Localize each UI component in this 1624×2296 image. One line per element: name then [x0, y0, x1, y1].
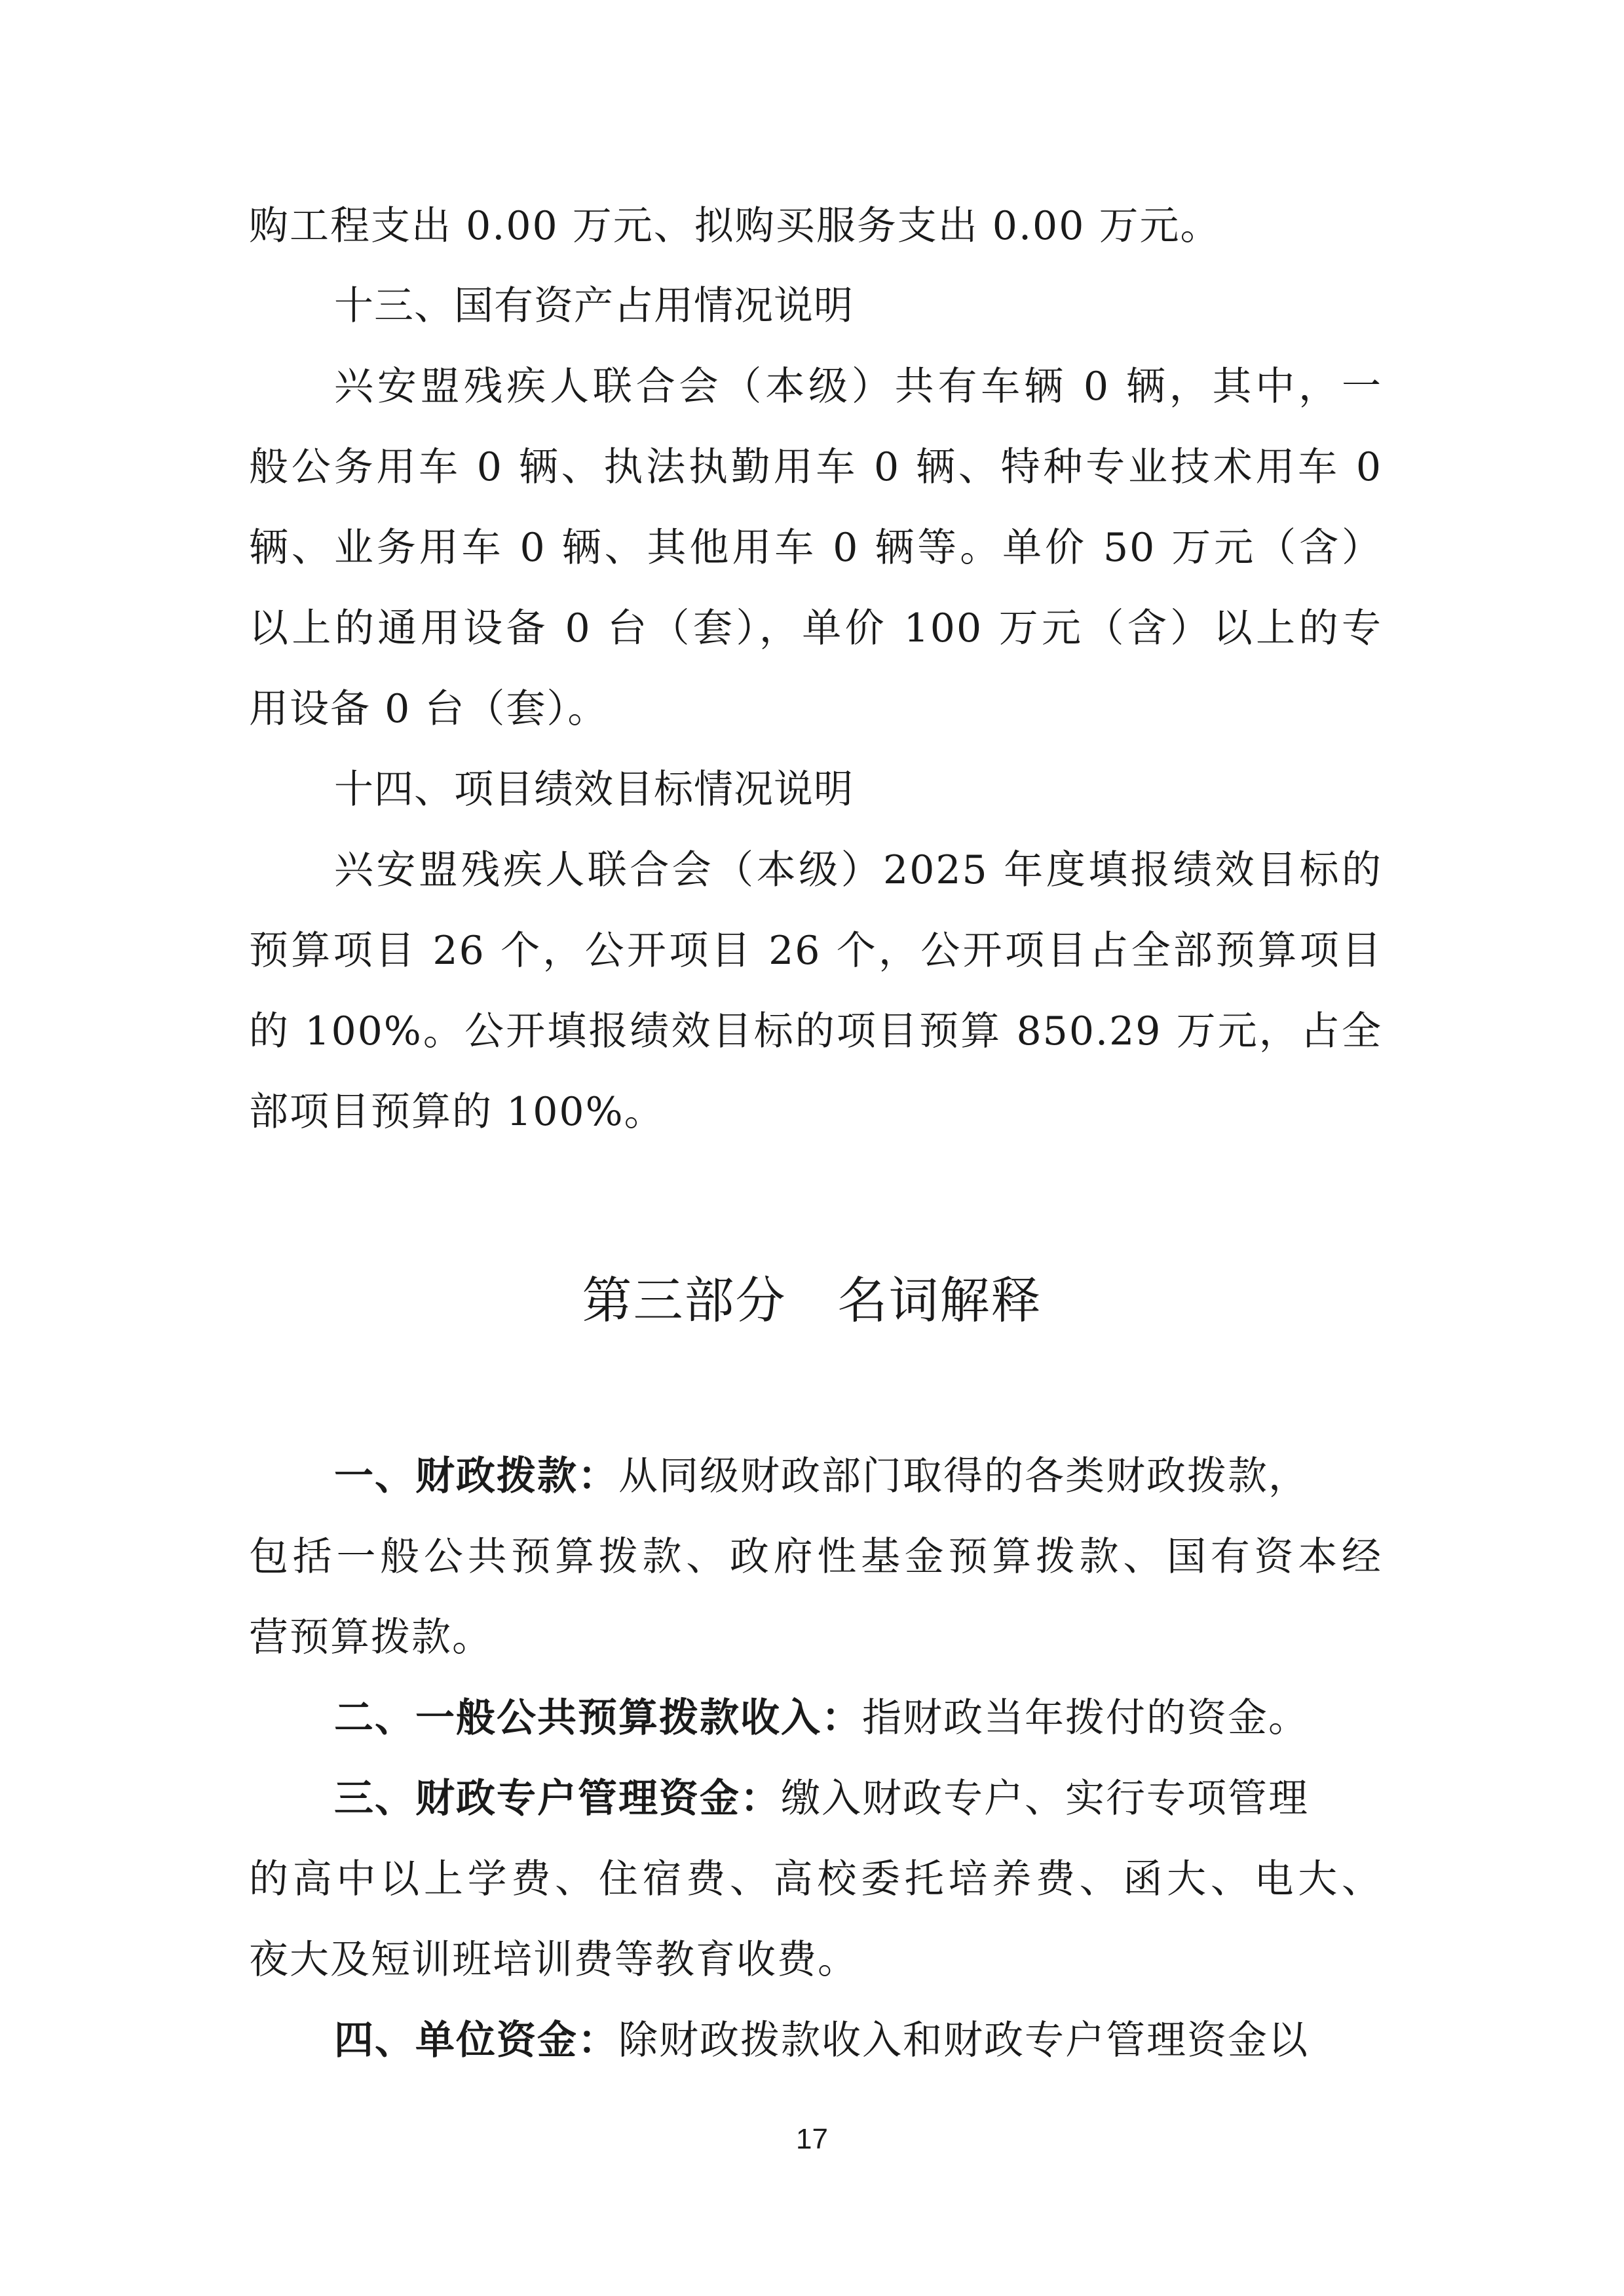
term-definition: 除财政拨款收入和财政专户管理资金以: [618, 2018, 1309, 2063]
page-number: 17: [796, 2123, 828, 2155]
term-label: 一、财政拨款：: [334, 1453, 618, 1499]
paragraph-line: 般公务用车 0 辆、执法执勤用车 0 辆、特种专业技术用车 0: [249, 444, 1382, 490]
term-label: 四、单位资金：: [334, 2018, 618, 2063]
paragraph-line: 辆、业务用车 0 辆、其他用车 0 辆等。单价 50 万元（含）: [249, 525, 1382, 571]
paragraph-line: 营预算拨款。: [249, 1615, 493, 1660]
term-label: 三、财政专户管理资金：: [334, 1776, 781, 1822]
paragraph-line: 兴安盟残疾人联合会（本级）2025 年度填报绩效目标的: [334, 847, 1382, 893]
paragraph-line: 以上的通用设备 0 台（套），单价 100 万元（含）以上的专: [249, 605, 1382, 651]
paragraph-line: 购工程支出 0.00 万元、拟购买服务支出 0.00 万元。: [249, 203, 1221, 249]
part-title: 第三部分 名词解释: [582, 1271, 1042, 1330]
term-paragraph: [334, 1689, 1382, 1748]
term-paragraph: [334, 1447, 1382, 1506]
section-heading: 十四、项目绩效目标情况说明: [334, 767, 854, 813]
paragraph-line: 包括一般公共预算拨款、政府性基金预算拨款、国有资本经: [249, 1534, 1382, 1580]
paragraph-line: 用设备 0 台（套）。: [249, 686, 609, 732]
term-definition: 缴入财政专户、实行专项管理: [781, 1776, 1309, 1822]
paragraph-line: 的 100%。公开填报绩效目标的项目预算 850.29 万元，占全: [249, 1008, 1382, 1054]
section-heading: 十三、国有资产占用情况说明: [334, 283, 854, 329]
term-definition: 指财政当年拨付的资金。: [862, 1695, 1309, 1741]
paragraph-line: 兴安盟残疾人联合会（本级）共有车辆 0 辆，其中，一: [334, 364, 1382, 410]
paragraph-line: 的高中以上学费、住宿费、高校委托培养费、函大、电大、: [249, 1856, 1382, 1902]
term-paragraph: [334, 2011, 1382, 2070]
paragraph-line: 预算项目 26 个，公开项目 26 个，公开项目占全部预算项目: [249, 928, 1382, 974]
term-label: 二、一般公共预算拨款收入：: [334, 1695, 862, 1741]
paragraph-line: 夜大及短训班培训费等教育收费。: [249, 1937, 858, 1983]
term-paragraph: [334, 1769, 1382, 1828]
paragraph-line: 部项目预算的 100%。: [249, 1089, 665, 1135]
term-definition: 从同级财政部门取得的各类财政拨款，: [618, 1453, 1309, 1499]
